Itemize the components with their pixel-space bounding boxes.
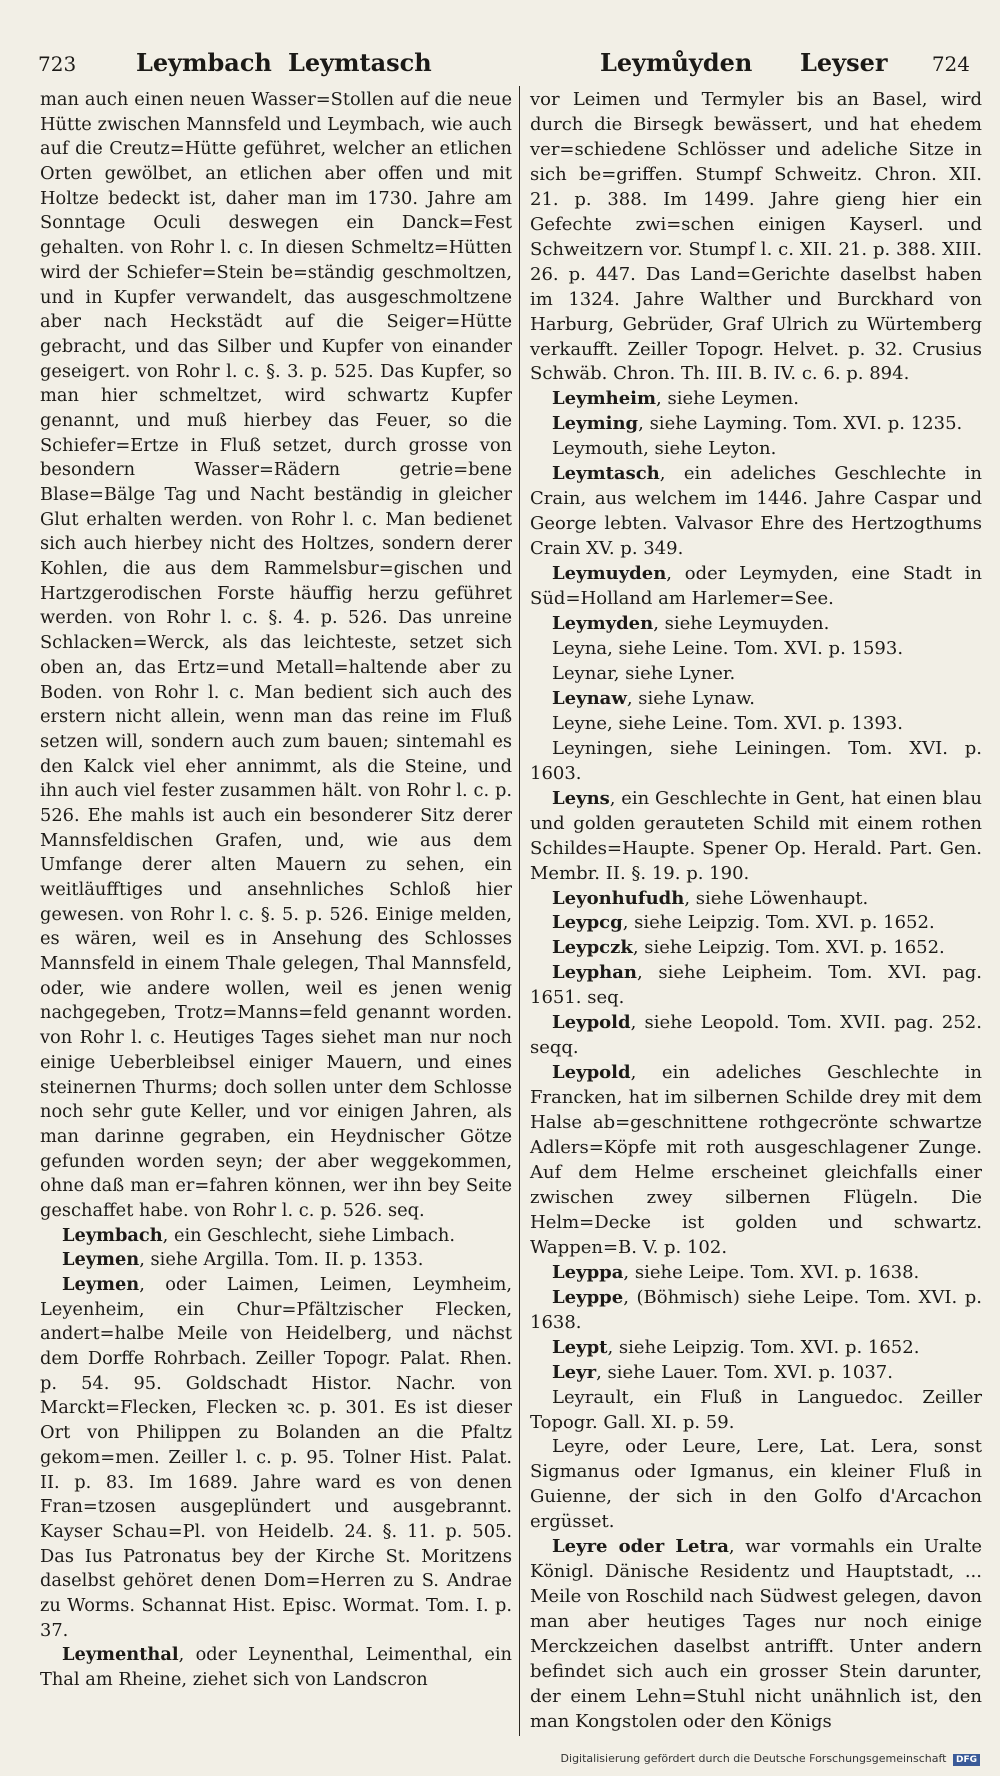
entry-lemma: Leymtasch: [552, 463, 660, 485]
dictionary-entry: [530, 712, 982, 737]
entry-lemma: Leymyden: [552, 613, 654, 635]
dictionary-entry: [530, 887, 982, 912]
entry-text: , siehe Leipzig. Tom. XVI. p. 1652.: [622, 912, 935, 934]
entry-lemma: Leymbach: [62, 1224, 163, 1246]
entry-text: , siehe Lyner.: [613, 662, 736, 684]
dictionary-entry: [40, 1248, 512, 1273]
entry-lemma: Leyne: [552, 712, 608, 734]
entry-text: , siehe Leipheim. Tom. XVI. pag. 1651. seq.: [530, 962, 982, 1009]
dictionary-entry: [530, 961, 982, 1011]
entry-text: , siehe Leymuyden.: [653, 613, 830, 635]
entry-lemma: Leypold: [552, 1062, 631, 1084]
dictionary-entry: [530, 412, 982, 437]
entry-lemma: Leyre oder Letra: [552, 1536, 729, 1558]
entry-text: , siehe Leine. Tom. XVI. p. 1393.: [607, 712, 903, 734]
header-keyword-right-2: Leyser: [800, 48, 888, 77]
entry-lemma: Leymuyden: [552, 563, 667, 585]
entry-text: , ein adeliches Geschlechte in Crain, aus welchem im 1446. Jahre Caspar und George lebten. Valvasor Ehre des Hertzogthums Crain XV. p. 349.: [530, 463, 982, 560]
entry-lemma: Leymouth: [552, 438, 644, 460]
entry-text: , ein Fluß in Languedoc. Zeiller Topogr. Gall. XI. p. 59.: [530, 1386, 982, 1433]
dictionary-entry: [530, 787, 982, 887]
entry-text: , siehe Leine. Tom. XVI. p. 1593.: [607, 637, 904, 659]
entry-lemma: Leymenthal: [62, 1644, 179, 1666]
header-keyword-left-1: Leymbach: [136, 48, 272, 77]
entry-lemma: Leynaw: [552, 687, 627, 709]
entry-lemma: Leyr: [552, 1361, 597, 1383]
entry-text: , siehe Leipe. Tom. XVI. p. 1638.: [623, 1261, 920, 1283]
dictionary-entry: [40, 1224, 512, 1249]
credit-text: Digitalisierung gefördert durch die Deutsche Forschungsgemeinschaft: [560, 1752, 947, 1765]
entry-lemma: Leypt: [552, 1336, 608, 1358]
entry-text: , siehe Leipzig. Tom. XVI. p. 1652.: [632, 937, 945, 959]
entry-text: , oder Leure, Lere, Lat. Lera, sonst Sigmanus oder Igmanus, ein kleiner Fluß in Guienne, der sich in den Golfo d'Arcachon ergüsset.: [530, 1436, 982, 1533]
dictionary-entry: [530, 1286, 982, 1336]
header-keyword-left-2: Leymtasch: [288, 48, 432, 77]
dictionary-entry: [530, 911, 982, 936]
entry-lemma: Leyningen: [552, 737, 648, 759]
entry-lemma: Leyphan: [552, 962, 637, 984]
entry-text: , siehe Argilla. Tom. II. p. 1353.: [139, 1249, 424, 1271]
entry-continuation: man auch einen neuen Wasser=Stollen auf die neue Hütte zwischen Mannsfeld und Leymbach, wie auch auf die Creutz=Hütte geführet, welcher an etlichen Orten gewölbet, an etlichen aber offen und mit Holtze bedeckt ist, daher man im 1730. Jahre am Sonntage Oculi deswegen ein Danck=Fest gehalten. von Rohr l. c. In diesen Schmeltz=Hütten wird der Schiefer=Stein be=ständig geschmoltzen, und in Kupfer verwandelt, das ausgeschmoltzene aber nach Heckstädt auf die Seiger=Hütte gebracht, und das Silber und Kupfer von einander geseigert. von Rohr l. c. §. 3. p. 525. Das Kupfer, so man hier schmeltzet, wird schwartz Kupfer genannt, und muß hierbey das Feuer, so die Schiefer=Ertze in Fluß setzet, durch grosse von besondern Wasser=Rädern getrie=bene Blase=Bälge Tag und Nacht beständig in gleicher Glut erhalten werden. von Rohr l. c. Man bedienet sich auch hierbey nicht des Holtzes, sondern derer Kohlen, die aus dem Rammelsbur=gischen und Hartzgerodischen Forste häuffig herzu geführet werden. von Rohr l. c. §. 4. p. 526. Das unreine Schlacken=Werck, als das leichteste, setzet sich oben an, das Ertz=und Metall=haltende aber zu Boden. von Rohr l. c. Man bedient sich auch des erstern nicht allein, wenn man das reine im Fluß setzen will, sondern auch zum bauen; sintemahl es den Kalck viel eher annimmt, als die Steine, und ihn auch viel fester zusammen hält. von Rohr l. c. p. 526. Ehe mahls ist auch ein besonderer Sitz derer Mannsfeldischen Grafen, und, wie aus dem Umfange derer alten Mauern zu sehen, ein weitläufftiges und ansehnliches Schloß hier gewesen. von Rohr l. c. §. 5. p. 526. Einige melden, es wären, weil es in Ansehung des Schlosses Mannsfeld in einem Thale gelegen, Thal Mannsfeld, oder, wie andere wollen, weil es jenen wenig nachgegeben, Trotz=Manns=feld genannt worden. von Rohr l. c. Heutiges Tages siehet man nur noch einige Ueberbleibsel einiger Mauern, und eines steinernen Thurms; doch sollen unter dem Schlosse noch sehr gute Keller, und vor einigen Jahren, als man darinne gegraben, ein Heydnischer Götze gefunden worden seyn; der aber weggekommen, ohne daß man er=fahren können, wer ihn bey Seite geschaffet habe. von Rohr l. c. p. 526. seq.: [40, 89, 512, 1221]
entry-lemma: Leyppa: [552, 1261, 624, 1283]
dictionary-entry: [530, 1435, 982, 1535]
entry-text: , siehe Leipzig. Tom. XVI. p. 1652.: [607, 1336, 920, 1358]
dfg-logo: DFG: [953, 1754, 980, 1766]
entry-text: , siehe Löwenhaupt.: [684, 887, 869, 909]
entry-lemma: Leynar: [552, 662, 614, 684]
page-number-left: 723: [38, 52, 77, 76]
entry-text: , oder Leynenthal, Leimenthal, ein Thal am Rheine, ziehet sich von Landscron: [40, 1644, 512, 1690]
left-column: [40, 88, 512, 1693]
entry-lemma: Leymen: [62, 1249, 140, 1271]
dictionary-entry: [530, 462, 982, 562]
dictionary-entry: [530, 387, 982, 412]
entry-lemma: Leyre: [552, 1436, 605, 1458]
entry-text: , siehe Leymen.: [656, 388, 799, 410]
entry-text: , ein adeliches Geschlechte in Francken, hat im silbernen Schilde drey mit dem Halse ab=geschnittene rothgecrönte schwartze Adlers=Köpfe mit roth ausgeschlagener Zunge. Auf dem Helme erscheinet gleichfalls einer zwischen zwey silbernen Flügeln. Die Helm=Decke ist golden und schwartz. Wappen=B. V. p. 102.: [530, 1062, 982, 1258]
entry-continuation: vor Leimen und Termyler bis an Basel, wird durch die Birsegk bewässert, und hat ehedem ver=schiedene Schlösser und adeliche Sitze in sich be=griffen. Stumpf Schweitz. Chron. XII. 21. p. 388. Im 1499. Jahre gieng hier ein Gefechte zwi=schen einigen Kayserl. und Schweitzern vor. Stumpf l. c. XII. 21. p. 388. XIII. 26. p. 447. Das Land=Gerichte daselbst haben im 1324. Jahre Walther und Burckhard von Harburg, Gebrüder, Graf Ulrich zu Würtemberg verkaufft. Zeiller Topogr. Helvet. p. 32. Crusius Schwäb. Chron. Th. III. B. IV. c. 6. p. 894.: [530, 89, 982, 385]
dictionary-entry: [530, 662, 982, 687]
entry-lemma: Leymheim: [552, 388, 657, 410]
column-divider: [519, 86, 520, 1736]
entry-text: , war vormahls ein Uralte Königl. Dänische Residentz und Hauptstadt, ... Meile von Roschild nach Südwest gelegen, davon man aber heutiges Tages nur noch einige Merckzeichen daselbst antrifft. Unter andern befindet sich auch ein grosser Stein darunter, der einem Lehn=Stuhl nicht unähnlich ist, den man Kongstolen oder den Königs: [530, 1536, 982, 1732]
entry-lemma: Leyming: [552, 413, 639, 435]
entry-text: , siehe Layming. Tom. XVI. p. 1235.: [638, 413, 963, 435]
page-number-right: 724: [931, 52, 970, 76]
dictionary-entry: [530, 562, 982, 612]
dictionary-entry: [530, 936, 982, 961]
entry-lemma: Leypczk: [552, 937, 633, 959]
entry-lemma: Leyonhufudh: [552, 887, 685, 909]
entry-lemma: Leyrault: [552, 1386, 629, 1408]
entry-text: , (Böhmisch) siehe Leipe. Tom. XVI. p. 1638.: [530, 1286, 982, 1333]
entry-text: , ein Geschlecht, siehe Limbach.: [162, 1224, 455, 1246]
dictionary-entry: [530, 1386, 982, 1436]
dictionary-entry: [530, 1336, 982, 1361]
entry-lemma: Leyna: [552, 637, 608, 659]
entry-text: , ein Geschlechte in Gent, hat einen blau und golden gerauteten Schild mit einem rothen Schildes=Haupte. Spener Op. Herald. Part. Gen. Membr. II. §. 19. p. 190.: [530, 787, 982, 884]
entry-text: , siehe Leyton.: [643, 438, 777, 460]
entry-text: , siehe Lauer. Tom. XVI. p. 1037.: [596, 1361, 893, 1383]
header-keyword-right-1: Leymůyden: [600, 48, 753, 77]
dictionary-entry: [40, 1273, 512, 1643]
entry-text: , oder Leymyden, eine Stadt in Süd=Holland am Harlemer=See.: [530, 563, 982, 610]
dictionary-entry: [40, 1643, 512, 1692]
page-header: [38, 40, 970, 80]
entry-lemma: Leypcg: [552, 912, 623, 934]
right-column: [530, 88, 982, 1735]
dictionary-entry: [530, 1061, 982, 1261]
dictionary-entry: [530, 1535, 982, 1735]
entry-text: , oder Laimen, Leimen, Leymheim, Leyenheim, ein Chur=Pfältzischer Flecken, andert=halbe Meile von Heidelberg, und nächst dem Dorffe Rohrbach. Zeiller Topogr. Palat. Rhen. p. 54. 95. Goldschadt Histor. Nachr. von Marckt=Flecken, Flecken ꝛc. p. 301. Es ist dieser Ort von Philippen zu Bolanden an die Pfaltz gekom=men. Zeiller l. c. p. 95. Tolner Hist. Palat. II. p. 83. Im 1689. Jahre ward es von denen Fran=tzosen ausgeplündert und ausgebrannt. Kayser Schau=Pl. von Heidelb. 24. §. 11. p. 505. Das Ius Patronatus bey der Kirche St. Moritzens daselbst gehöret denen Dom=Herren zu S. Andrae zu Worms. Schannat Hist. Episc. Wormat. Tom. I. p. 37.: [40, 1274, 512, 1641]
entry-lemma: Leypold: [552, 1012, 631, 1034]
dictionary-entry: [530, 1261, 982, 1286]
entry-text: , siehe Leiningen. Tom. XVI. p. 1603.: [530, 737, 982, 784]
entry-lemma: Leyns: [552, 787, 610, 809]
entry-lemma: Leyppe: [552, 1286, 624, 1308]
entry-text: , siehe Lynaw.: [626, 687, 755, 709]
dictionary-entry: [530, 1361, 982, 1386]
dictionary-entry: [530, 637, 982, 662]
dictionary-entry: [530, 687, 982, 712]
dictionary-entry: [530, 612, 982, 637]
entry-text: , siehe Leopold. Tom. XVII. pag. 252. seqq.: [530, 1012, 982, 1059]
dictionary-entry: [530, 1011, 982, 1061]
entry-lemma: Leymen: [62, 1274, 140, 1295]
dictionary-entry: [530, 737, 982, 787]
digitization-credit: [561, 1752, 980, 1766]
dictionary-entry: [530, 437, 982, 462]
